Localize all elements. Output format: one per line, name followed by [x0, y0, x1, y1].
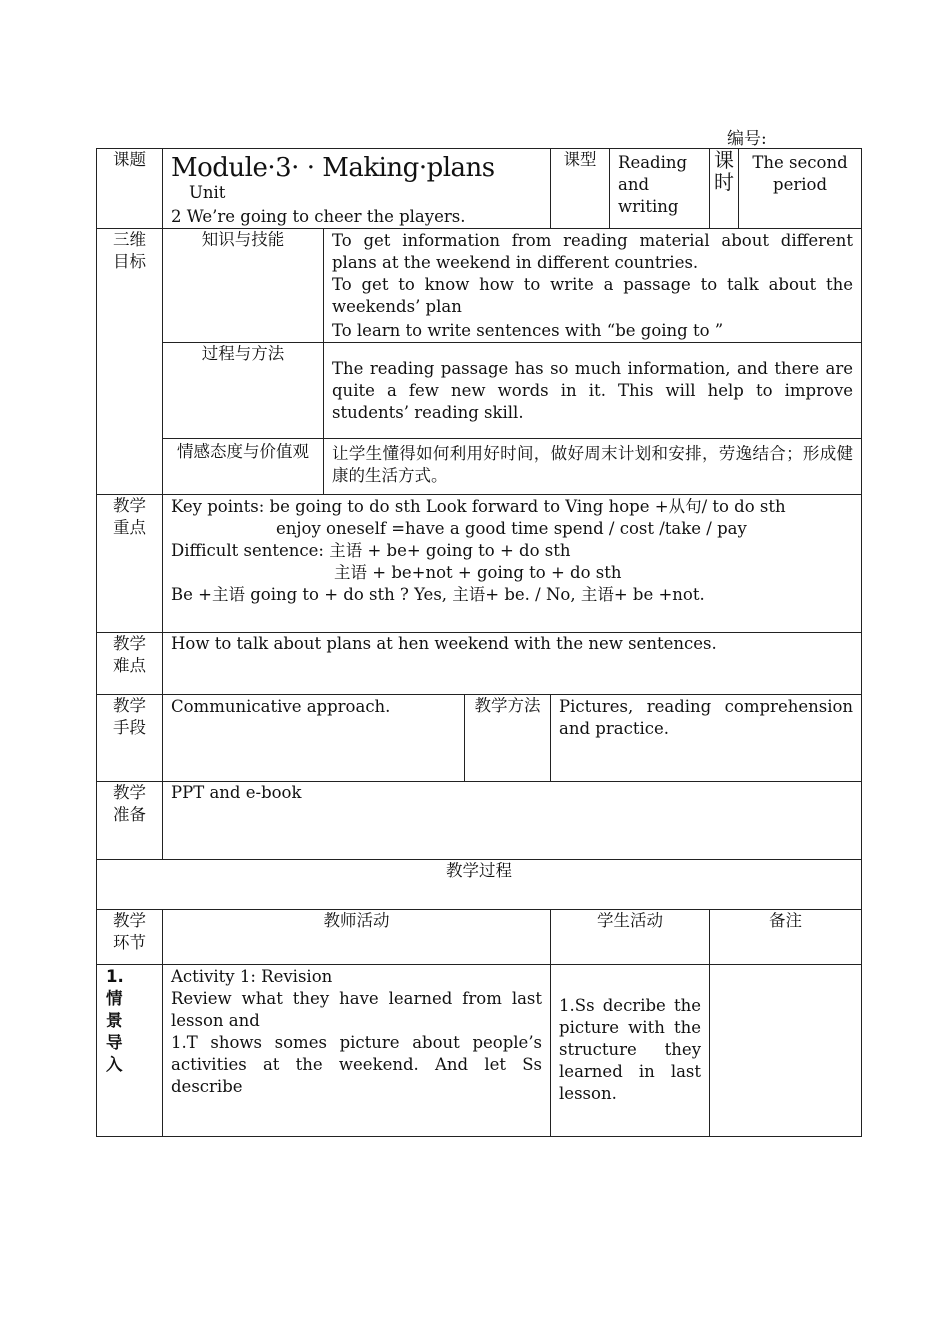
teacher-activity-line: 1.T shows somes picture about people’s activities at the weekend. And let Ss describe [171, 1033, 543, 1096]
key-points-label: 教学重点 [97, 495, 163, 633]
means-row [97, 695, 862, 782]
stage-column-header: 教学环节 [97, 910, 163, 965]
lesson-plan-table [96, 148, 862, 1137]
lesson-period-label: 课时 [710, 149, 739, 229]
objective-knowledge-row [97, 229, 862, 343]
process-title-row [97, 860, 862, 910]
process-header-row [97, 910, 862, 965]
key-points-line: enjoy oneself =have a good time spend / cost /take / pay [276, 519, 747, 538]
knowledge-label: 知识与技能 [163, 229, 324, 343]
difficulties-row [97, 633, 862, 695]
stage-cell [97, 965, 163, 1137]
module-title: Module·3· · Making·plans [171, 153, 495, 183]
lesson-type-label: 课型 [551, 149, 610, 229]
objectives-label: 三维目标 [97, 229, 163, 495]
lesson-title-cell [163, 149, 551, 229]
difficulties-content: How to talk about plans at hen weekend with the new sentences. [163, 633, 862, 695]
process-label: 过程与方法 [163, 343, 324, 439]
knowledge-line: To learn to write sentences with “be going to ” [332, 321, 724, 340]
key-points-line: Key points: be going to do sth Look forward to Ving hope +从句/ to do sth [171, 497, 786, 516]
means-content: Communicative approach. [163, 695, 465, 782]
lesson-title-label: 课题 [97, 149, 163, 229]
process-stage-row [97, 965, 862, 1137]
attitude-label: 情感态度与价值观 [163, 439, 324, 495]
teacher-activity-line: Activity 1: Revision [171, 967, 333, 986]
objective-process-row [97, 343, 862, 439]
lesson-type-value: Reading and writing [610, 149, 710, 229]
teacher-activity-line: Review what they have learned from last lesson and [171, 989, 543, 1030]
lesson-title-row [97, 149, 862, 229]
notes-column-header: 备注 [710, 910, 862, 965]
key-points-line: 主语 + be+not + going to + do sth [334, 563, 622, 582]
lesson-period-value: The second period [739, 149, 862, 229]
preparation-label: 教学准备 [97, 782, 163, 860]
teacher-activity [163, 965, 551, 1137]
knowledge-line: To get information from reading material about different plans at the weekend in different countries. [332, 231, 854, 272]
process-title: 教学过程 [97, 860, 862, 910]
stage-char: 情 [106, 989, 123, 1008]
stage-char: 导 [106, 1033, 123, 1052]
stage-number: 1. [106, 967, 124, 986]
method-label: 教学方法 [465, 695, 551, 782]
preparation-content: PPT and e-book [163, 782, 862, 860]
teacher-column-header: 教师活动 [163, 910, 551, 965]
key-points-content [163, 495, 862, 633]
difficulties-label: 教学难点 [97, 633, 163, 695]
knowledge-line: To get to know how to write a passage to talk about the weekends’ plan [332, 275, 854, 316]
unit-line: 2 We’re going to cheer the players. [171, 207, 466, 226]
stage-char: 景 [106, 1011, 123, 1030]
unit-word: Unit [189, 183, 226, 202]
stage-char: 入 [106, 1055, 123, 1074]
notes-cell [710, 965, 862, 1137]
method-content: Pictures, reading comprehension and practice. [551, 695, 862, 782]
document-number-label: 编号: [727, 129, 767, 149]
means-label: 教学手段 [97, 695, 163, 782]
process-content: The reading passage has so much information, and there are quite a few new words in it. This will help to improve students’ reading skill. [324, 343, 862, 439]
student-column-header: 学生活动 [551, 910, 710, 965]
preparation-row [97, 782, 862, 860]
knowledge-content [324, 229, 862, 343]
attitude-content: 让学生懂得如何利用好时间，做好周末计划和安排，劳逸结合；形成健康的生活方式。 [324, 439, 862, 495]
objective-attitude-row [97, 439, 862, 495]
key-points-line: Be +主语 going to + do sth ? Yes, 主语+ be. / No, 主语+ be +not. [171, 585, 705, 604]
key-points-line: Difficult sentence: 主语 + be+ going to + do sth [171, 541, 571, 560]
key-points-row [97, 495, 862, 633]
student-activity: 1.Ss decribe the picture with the structure they learned in last lesson. [551, 965, 710, 1137]
